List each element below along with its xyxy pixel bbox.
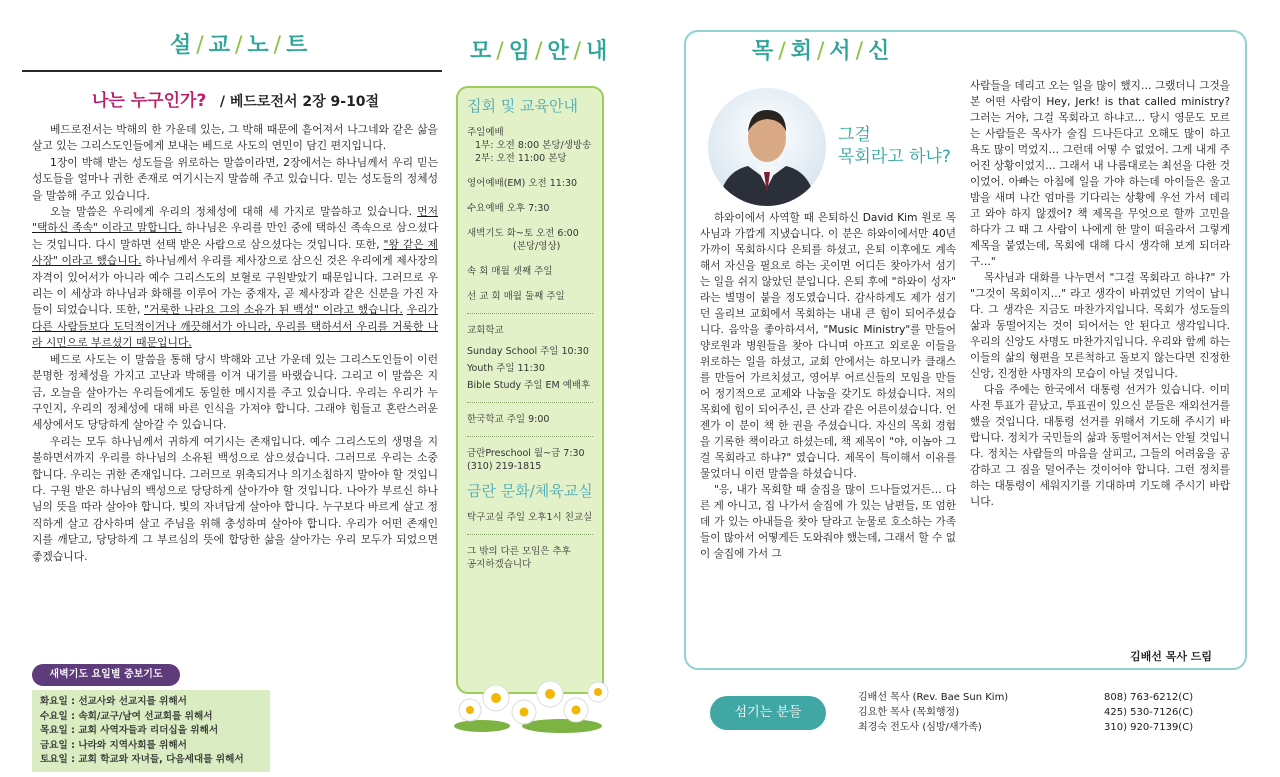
letter-paragraph: 사람들을 데리고 오는 일을 많이 했지… 그랬더니 그것을 본 어떤 사람이 Hey, Jerk! is that called ministry? 그러는 거야, 그걸 목회라고 하냐고… 당시 영문도 모르는 사람들은 목사가 술집 드나든다고 오해도 많이 하고 욕도 많이 먹었지… 그런데 어떻 수 없었어. 그게 내게 주어진 상황이었지… 그래서 내 나름대로는 최선을 다한 것이었어. 아빠는 아침에 일을 가야 하는데 아이들은 울고 밤을 새며 나간 엄마를 기다리는 상황에 우선 가서 데리고 와야 하지 않겠어? 책 제목을 무엇으로 할까 고민을 하다가 그 때 그 사람이 나에게 한 말이 떠올라서 그렇게 제목을 붙였는데, 목회에 대해 다시 생각해 보게 되더라구…"	[970, 80, 1230, 268]
sermon-title: 나는 누구인가?	[92, 91, 207, 111]
signature: 김배선 목사 드림	[1130, 650, 1213, 663]
sermon-paragraph: 베드로 사도는 이 말씀을 통해 당시 박해와 고난 가운데 있는 그리스도인들이 이런 분명한 정체성을 가지고 고난과 박해를 이겨 내기를 바랬습니다. 그리고 이 말씀은 지금, 오늘을 살아가는 우리들에게도 동일한 메시지를 주고 있습니다. 우리는 우리가 누구인지, 우리의 정체성에 대해 바른 인식을 가져야 합니다. 그래야 힘들고 혼란스러운 세상에서도 당당하게 살아갈 수 있습니다.	[32, 352, 438, 432]
column-title: 그걸 목회라고 하냐?	[838, 125, 951, 167]
culture-heading: 금란 문화/체육교실	[467, 482, 593, 500]
person-icon	[708, 88, 826, 206]
divider	[467, 402, 593, 403]
divider	[467, 313, 593, 314]
sermon-paragraph: 오늘 말씀은 우리에게 우리의 정체성에 대해 세 가지로 말씀하고 있습니다. 먼저 "택하신 족속" 이라고 말합니다. 하나님은 우리를 만인 중에 택하신 족속으로 삼으셨다는 것입니다. 다시 말하면 선택 받은 사람으로 삼으셨다는 것입니다. 또한, "왕 같은 제사장" 이라고 했습니다. 하나님께서 우리를 제사장으로 삼으신 것은 우리에게 제사장의 자격이 있어서가 아니라 예수 그리스도의 보혈로 구원받았기 때문입니다. 그러므로 우리는 이 세상과 하나님과 화해를 이루어 가는 중재자, 곧 제사장과 같은 신분을 가진 자들이 되었습니다. 또한, "거룩한 나라요 그의 소유가 된 백성" 이라고 했습니다. 우리가 다른 사람들보다 도덕적이거나 깨끗해서가 아니라, 우리를 택하셔서 우리를 거룩한 나라 시민으로 부르셨기 때문입니다.	[32, 205, 439, 350]
letter-paragraph: "응, 내가 목회할 때 술집을 많이 드나들었거든… 다른 게 아니고, 집 나가서 술집에 가 있는 남편들, 또 엄한데 가 있는 아내들을 찾아 달라고 눈물로 호소하는 가족들이 많아서 어떻게든 도와줘야 했는데, 그래서 할 수 없이 술집에 가서 그	[700, 484, 956, 560]
servers-badge: 섬기는 분들	[710, 696, 826, 730]
servers-list	[858, 690, 1242, 735]
letter-column-2	[970, 78, 1230, 510]
divider	[467, 534, 593, 535]
sermon-paragraph: 1장이 박해 받는 성도들을 위로하는 말씀이라면, 2장에서는 하나님께서 우리 믿는 성도들을 얼마나 귀한 존재로 여기시는지 말씀해 주고 있습니다. 믿는 성도들의 정체성을 말씀해 주고 있습니다.	[32, 155, 438, 202]
letter-paragraph: 목사님과 대화를 나누면서 "그걸 목회라고 하냐?" 가 "그것이 목회이지…" 라고 생각이 바뀌었던 기억이 납니다. 그 생각은 지금도 마찬가지입니다. 목회가 성도들의 삶과 동떨어지는 것이 되어서는 안 된다고 생각입니다. 우리의 신앙도 사명도 마찬가지입니다. 우리와 함께 하는 이들의 삶의 형편을 모른척하고 돌보지 않는다면 진정한 신앙, 진정한 사명자의 모습이 아닐 것입니다.	[970, 272, 1230, 380]
daisy-flowers-decoration	[452, 676, 612, 734]
list-item: 수요일 : 속회/교구/남여 선교회를 위해서	[40, 710, 213, 722]
list-item: 토요일 : 교회 학교와 자녀들, 다음세대를 위해서	[40, 754, 244, 766]
sermon-notes-title: 설 / 교 / 노 / 트	[170, 33, 310, 58]
letter-paragraph: 하와이에서 사역할 때 은퇴하신 David Kim 원로 목사님과 가깝게 지냈습니다. 이 분은 하와이에서만 40년 가까이 목회하시다 은퇴를 하셨고, 은퇴 이후에도 계속해서 자신을 필요로 하는 곳이면 어디든 찾아가서 섬기는 일을 쉬지 않았던 분입니다. 은퇴 후에 "하와이 성자" 라는 별명이 붙을 정도였습니다. 감사하게도 제가 섬기던 올리브 교회에서 목회하는 내내 큰 힘이 되어주셨습니다. 음악을 좋아하셔서, "Music Ministry"를 만들어 양로원과 병원들을 찾아 다니며 아프고 외로운 이들을 위로하는 일을 하셨고, 교회 안에서는 하모니카 클래스를 만들어 가르치셨고, 영어부 어르신들의 모임을 만들어 정기적으로 교제와 나눔을 갖기도 하셨습니다. 저의 목회에 힘이 되어주신, 큰 산과 같은 어른이셨습니다. 언젠가 이 분이 책 한 권을 주셨습니다. 자신의 목회 경험을 기록한 책이라고 하셨는데, 책 제목이 "야, 이놈아 그걸 목회라고 하냐?" 였습니다. 제목이 특이해서 이유를 물었더니 이런 말씀을 하셨습니다.	[700, 212, 956, 480]
prayer-list-title: 새벽기도 요일별 중보기도	[32, 664, 180, 686]
letter-paragraph: 다음 주에는 한국에서 대통령 선거가 있습니다. 이미 사전 투표가 끝났고, 투표권이 있으신 분들은 재외선거를 했을 것입니다. 대통령 선거를 위해서 기도해 주시기 바랍니다. 정치가 국민들의 삶과 동떨어져서는 안될 것입니다. 정치는 사람들의 마음을 살피고, 그들의 어려움을 공감하고 그 짐을 덜어주는 것이어야 합니다. 그런 정치를 하는 대통령이 세워지기를 기대하며 기도해 주시기 바랍니다.	[970, 384, 1230, 508]
pastoral-letter-title: 목 / 회 / 서 / 신	[742, 34, 901, 65]
list-item: 화요일 : 선교사와 선교지를 위해서	[40, 696, 187, 707]
sermon-heading	[92, 86, 379, 111]
divider	[467, 436, 593, 437]
meetings-heading: 집회 및 교육안내	[467, 97, 578, 115]
list-item: 목요일 : 교회 사역자들과 리더십을 위해서	[40, 725, 219, 737]
list-item: 김요한 목사 (목회행정) 425) 530-7126(C)	[858, 707, 1194, 718]
sermon-body	[32, 122, 438, 565]
list-item: 김배선 목사 (Rev. Bae Sun Kim) 808) 763-6212(C)	[858, 692, 1194, 703]
sermon-paragraph: 우리는 모두 하나님께서 귀하게 여기시는 존재입니다. 예수 그리스도의 생명을 지불하면서까지 우리를 하나님의 소유된 백성으로 삼으셨습니다. 그러므로 우리는 소중합니다. 우리는 귀한 존재입니다. 그러므로 위축되거나 의기소침하지 말아야 할 것입니다. 구원 받은 하나님의 백성으로 당당하게 살아가야 할 것입니다. 나아가 부르신 하나님의 뜻을 따라 살아야 합니다. 빛의 자녀답게 살아야 합니다. 누구보다 바르게 살고 정직하게 살고 감사하며 살고 주님을 위해 충성하며 살아야 합니다. 우리가 어떤 존재인지를 깨닫고, 당당하게 그 부르심의 뜻에 합당한 삶을 살아가는 우리 모두가 되었으면 좋겠습니다.	[32, 434, 438, 563]
sermon-paragraph: 베드로전서는 박해의 한 가운데 있는, 그 박해 때문에 흩어져서 나그네와 같은 삶을 살고 있는 그리스도인들에게 보내는 베드로 사도의 연민이 담긴 편지입니다.	[32, 123, 438, 153]
meetings-title: 모 / 임 / 안 / 내	[470, 39, 610, 64]
prayer-list	[32, 690, 270, 772]
sermon-reference: / 베드로전서 2장 9-10절	[219, 94, 380, 110]
list-item: 최경숙 전도사 (심방/새가족) 310) 920-7139(C)	[858, 722, 1194, 733]
letter-column-1	[700, 210, 956, 562]
pastor-portrait	[708, 88, 826, 206]
list-item: 금요일 : 나라와 지역사회를 위해서	[40, 739, 187, 751]
section-divider	[22, 70, 442, 72]
meetings-panel: 집회 및 교육안내 주일예배 1부: 오전 8:00 본당/생방송 2부: 오전 11:00 본당 영어예배(EM) 오전 11:30 수요예배 오후 7:30 새벽기도 화~토 오전 6:00 (본당/영상) 속 회 매월 셋째 주일 선 교 회 매월 둘째 주일 교회학교 Sunday School 주일 10:30 Youth 주일 11:30 Bible Study 주일 EM 예배후 한국학교 주일 9:00 금란Preschool 월~금 7:30 (310) 219-1815 금란 문화/체육교실 탁구교실 주일 오후1시 친교실 그 밖의 다른 모임은 추후 공지하겠습니다	[456, 86, 604, 694]
flower-icon	[459, 681, 608, 724]
